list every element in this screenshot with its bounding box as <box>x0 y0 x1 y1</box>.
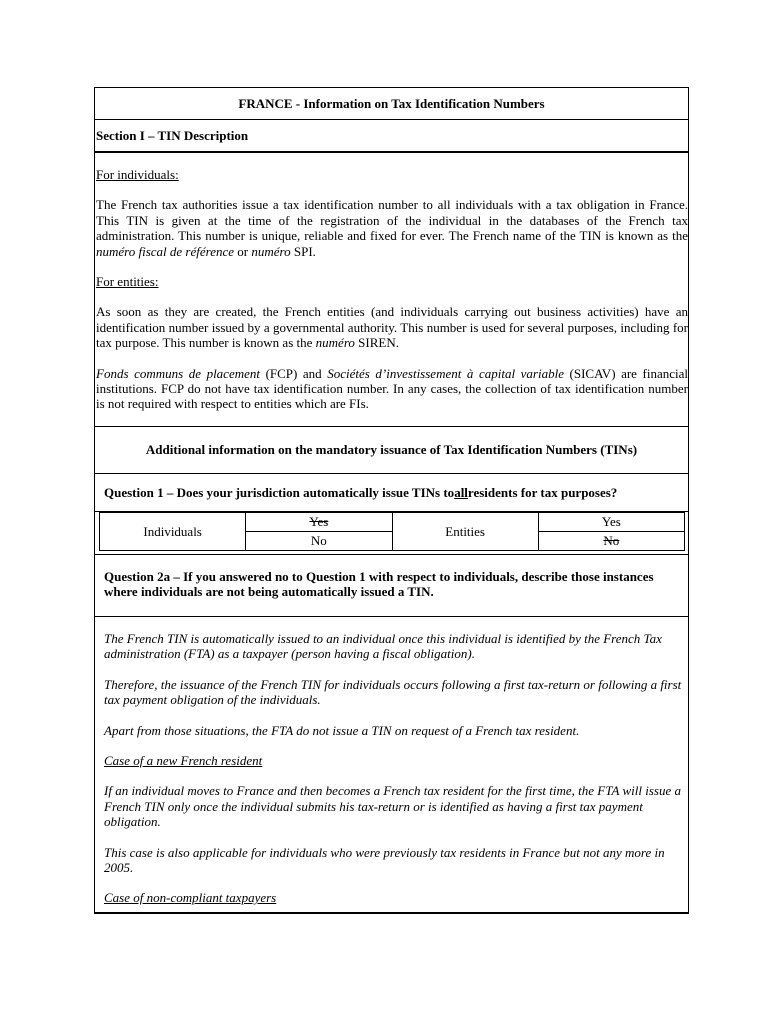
text-run: SIREN. <box>354 335 399 351</box>
answer-paragraph: This case is also applicable for individuals who were previously tax residents in France but not any more in 2005. <box>104 844 665 876</box>
question-2a: Question 2a – If you answered no to Question 1 with respect to individuals, describe those instances where individuals are not being automatically issued a TIN. <box>95 555 688 617</box>
text-run: numéro <box>251 243 291 259</box>
entities-heading: For entities: <box>96 274 159 290</box>
section-1-body <box>95 153 688 426</box>
text-run: Question 1 – Does your jurisdiction automatically issue TINs to <box>104 484 455 500</box>
text-run: Fonds communs de placement <box>96 365 260 381</box>
text-run: residents for tax purposes? <box>467 484 618 500</box>
text-run: SPI. <box>290 243 316 259</box>
fcp-paragraph <box>96 366 688 412</box>
text-run: Sociétés d’investissement à capital variable <box>327 365 564 381</box>
entities-paragraph <box>96 304 688 350</box>
text-run: all <box>454 484 468 500</box>
individuals-heading: For individuals: <box>96 167 179 182</box>
individuals-yes-option: Yes <box>246 513 392 532</box>
individuals-paragraph <box>96 197 688 259</box>
text-run: As soon as they are created, the French entities (and individuals carrying out business activities) have an identification number issued by a governmental authority. This number is used for several purposes, including for tax purpose. This number is known as the <box>96 304 688 351</box>
answer-paragraph: Apart from those situations, the FTA do not issue a TIN on request of a French tax resident. <box>104 722 580 738</box>
answer-paragraph: If an individual moves to France and then becomes a French tax resident for the first time, the FTA will issue a French TIN only once the individual submits his tax-return or is identified as having a first tax payment obligation. <box>104 783 681 830</box>
text-run: or <box>234 243 252 259</box>
entities-label: Entities <box>392 513 538 551</box>
answer-paragraph: The French TIN is automatically issued to an individual once this individual is identified by the French Tax administration (FTA) as a taxpayer (person having a fiscal obligation). <box>104 631 662 662</box>
section-1-heading: Section I – TIN Description <box>95 120 688 153</box>
answer-table <box>99 512 685 551</box>
individuals-no-option: No <box>246 532 392 551</box>
case-non-compliant-heading: Case of non-compliant taxpayers <box>104 890 277 906</box>
text-run: numéro fiscal de référence <box>96 243 235 259</box>
text-run: (SICAV) are financial institutions. FCP do not have tax identification number. In any cases, the collection of tax identification number is not required with respect to entities which are FIs. <box>96 365 688 412</box>
question-1 <box>95 474 688 512</box>
entities-yes-option: Yes <box>538 513 684 532</box>
individuals-label: Individuals <box>100 513 246 551</box>
question-1-answer <box>95 512 688 555</box>
entities-no-option: No <box>538 532 684 551</box>
document-title: FRANCE - Information on Tax Identification Numbers <box>95 88 688 120</box>
answer-paragraph: Therefore, the issuance of the French TIN for individuals occurs following a first tax-return or following a first tax payment obligation of the individuals. <box>104 676 682 708</box>
question-2a-answer <box>95 617 688 906</box>
case-new-resident-heading: Case of a new French resident <box>104 753 263 769</box>
additional-info-heading: Additional information on the mandatory issuance of Tax Identification Numbers (TINs) <box>95 426 688 474</box>
text-run: (FCP) and <box>260 365 328 381</box>
tin-document <box>94 87 689 914</box>
text-run: numéro <box>315 335 355 351</box>
text-run: The French tax authorities issue a tax identification number to all individuals with a tax obligation in France. This TIN is given at the time of the registration of the individual in the databases of the French tax administration. This number is unique, reliable and fixed for ever. The French name of the TIN is known as the <box>96 197 688 244</box>
